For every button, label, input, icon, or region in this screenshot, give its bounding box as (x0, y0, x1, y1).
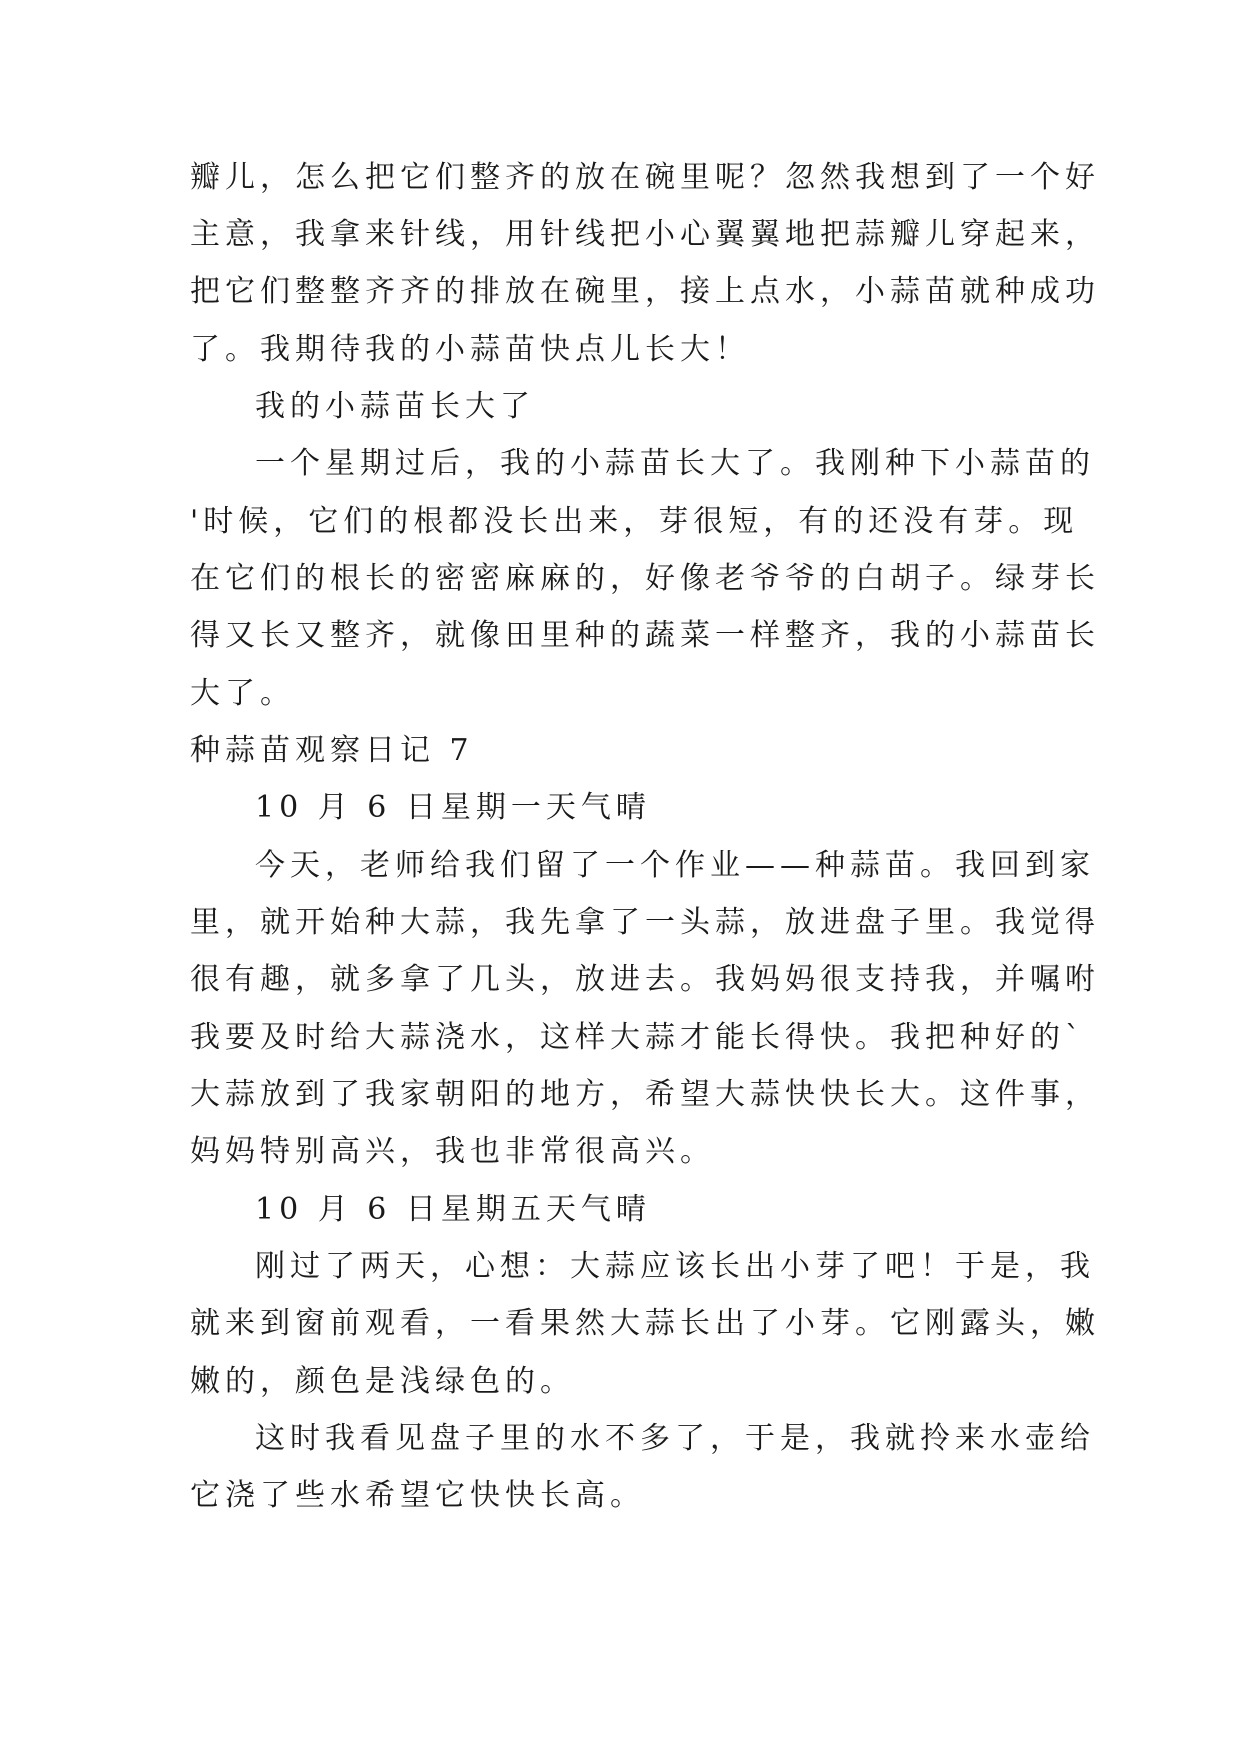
text-line: 得又长又整齐，就像田里种的蔬菜一样整齐，我的小蒜苗长 (190, 618, 1100, 653)
text-line: 主意，我拿来针线，用针线把小心翼翼地把蒜瓣儿穿起来， (190, 217, 1100, 252)
text-line: 今天，老师给我们留了一个作业——种蒜苗。我回到家 (255, 848, 1095, 883)
text-line: 里，就开始种大蒜，我先拿了一头蒜，放进盘子里。我觉得 (190, 905, 1100, 940)
text-line: 妈妈特别高兴，我也非常很高兴。 (190, 1134, 715, 1169)
text-line: 很有趣，就多拿了几头，放进去。我妈妈很支持我，并嘱咐 (190, 962, 1100, 997)
text-line: 大蒜放到了我家朝阳的地方，希望大蒜快快长大。这件事， (190, 1077, 1100, 1112)
diary-title: 种蒜苗观察日记 7 (190, 733, 474, 768)
diary-date: 10 月 6 日星期一天气晴 (255, 790, 651, 825)
text-line: 了。我期待我的小蒜苗快点儿长大！ (190, 332, 750, 367)
text-line: 大了。 (190, 676, 295, 711)
text-line: 一个星期过后，我的小蒜苗长大了。我刚种下小蒜苗的 (255, 446, 1095, 481)
text-line: 刚过了两天，心想：大蒜应该长出小芽了吧！于是，我 (255, 1249, 1095, 1284)
text-line: 就来到窗前观看，一看果然大蒜长出了小芽。它刚露头，嫩 (190, 1306, 1100, 1341)
text-line: 它浇了些水希望它快快长高。 (190, 1478, 645, 1513)
diary-date: 10 月 6 日星期五天气晴 (255, 1192, 651, 1227)
text-line: 这时我看见盘子里的水不多了，于是，我就拎来水壶给 (255, 1421, 1095, 1456)
text-line: '时候，它们的根都没长出来，芽很短，有的还没有芽。现 (190, 504, 1079, 539)
text-line: 在它们的根长的密密麻麻的，好像老爷爷的白胡子。绿芽长 (190, 561, 1100, 596)
text-line: 嫩的，颜色是浅绿色的。 (190, 1364, 575, 1399)
section-heading: 我的小蒜苗长大了 (255, 389, 535, 424)
text-line: 我要及时给大蒜浇水，这样大蒜才能长得快。我把种好的` (190, 1020, 1085, 1055)
text-line: 瓣儿，怎么把它们整齐的放在碗里呢？忽然我想到了一个好 (190, 160, 1100, 195)
text-line: 把它们整整齐齐的排放在碗里，接上点水，小蒜苗就种成功 (190, 274, 1100, 309)
